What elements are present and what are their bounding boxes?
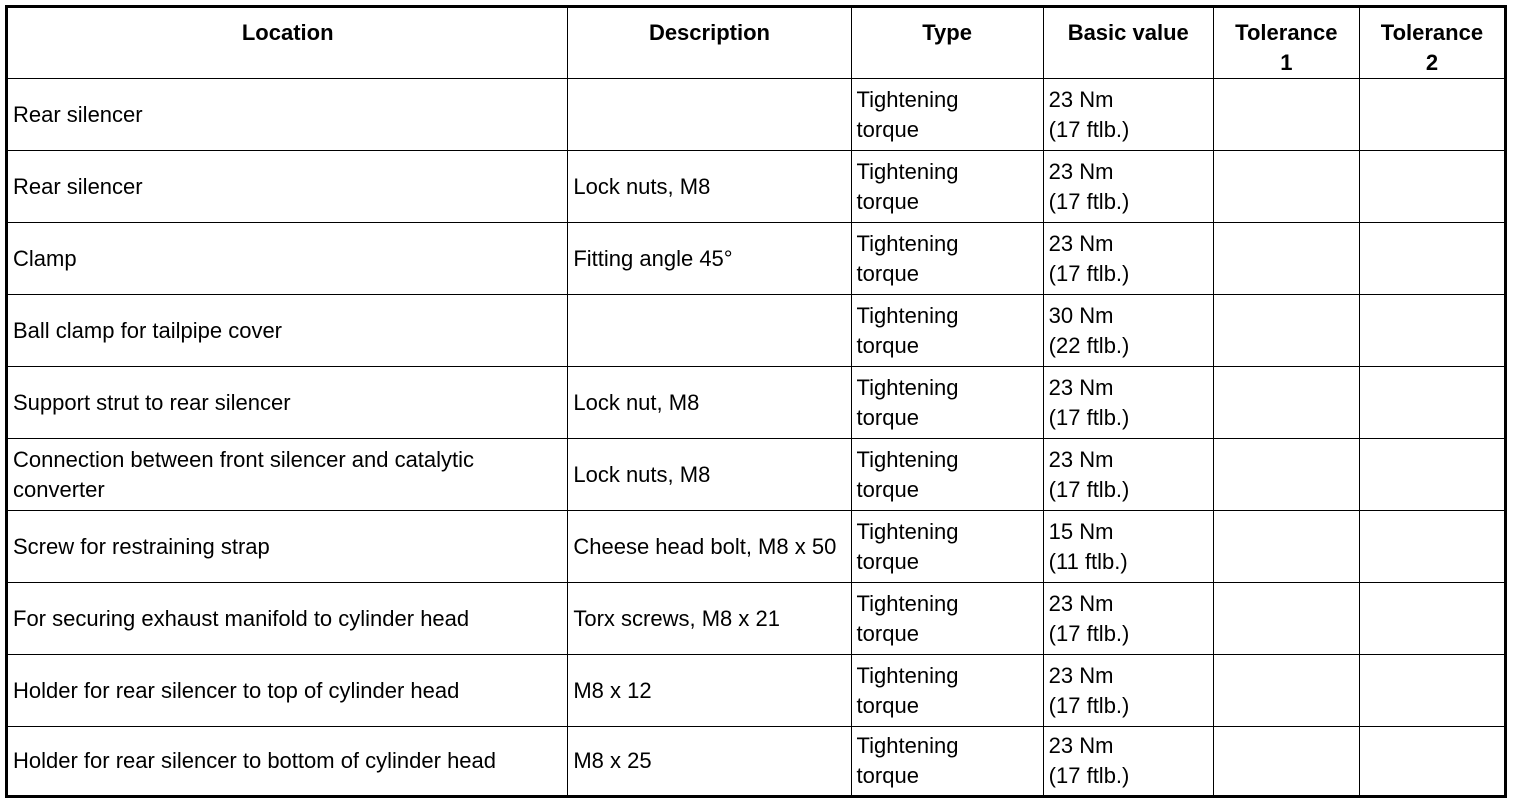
header-tolerance-2-line1: Tolerance xyxy=(1380,20,1484,45)
header-tolerance-2 xyxy=(1359,7,1505,79)
cell-basic-value xyxy=(1043,151,1213,223)
cell-location: Holder for rear silencer to top of cylinder head xyxy=(7,655,568,727)
cell-description: Torx screws, M8 x 21 xyxy=(568,583,851,655)
cell-tolerance-1 xyxy=(1213,295,1359,367)
type-line2: torque xyxy=(856,763,919,788)
value-line2: (22 ftlb.) xyxy=(1048,332,1130,358)
cell-tolerance-2 xyxy=(1359,583,1505,655)
cell-type xyxy=(851,583,1043,655)
cell-description: Lock nut, M8 xyxy=(568,367,851,439)
cell-tolerance-1 xyxy=(1213,367,1359,439)
header-basic-value: Basic value xyxy=(1043,7,1213,79)
header-type: Type xyxy=(851,7,1043,79)
table-row xyxy=(7,655,1506,727)
type-line2: torque xyxy=(856,116,919,142)
cell-type xyxy=(851,295,1043,367)
type-line2: torque xyxy=(856,476,919,502)
header-tolerance-1-line1: Tolerance xyxy=(1235,20,1338,45)
cell-basic-value xyxy=(1043,295,1213,367)
cell-tolerance-1 xyxy=(1213,511,1359,583)
cell-location: Ball clamp for tailpipe cover xyxy=(7,295,568,367)
type-line1: Tightening xyxy=(856,590,959,616)
value-line2: (17 ftlb.) xyxy=(1048,260,1130,286)
table-row xyxy=(7,367,1506,439)
cell-tolerance-2 xyxy=(1359,511,1505,583)
table-row xyxy=(7,79,1506,151)
header-location: Location xyxy=(7,7,568,79)
type-line2: torque xyxy=(856,188,919,214)
type-line2: torque xyxy=(856,548,919,574)
type-line1: Tightening xyxy=(856,302,959,328)
table-header xyxy=(7,7,1506,79)
cell-basic-value xyxy=(1043,511,1213,583)
cell-basic-value xyxy=(1043,655,1213,727)
value-line1: 23 Nm xyxy=(1048,733,1114,758)
cell-basic-value xyxy=(1043,79,1213,151)
header-description: Description xyxy=(568,7,851,79)
cell-basic-value xyxy=(1043,223,1213,295)
cell-tolerance-1 xyxy=(1213,439,1359,511)
cell-tolerance-2 xyxy=(1359,655,1505,727)
type-line1: Tightening xyxy=(856,86,959,112)
cell-tolerance-2 xyxy=(1359,439,1505,511)
cell-location: Clamp xyxy=(7,223,568,295)
value-line2: (17 ftlb.) xyxy=(1048,116,1130,142)
cell-type xyxy=(851,727,1043,797)
header-row xyxy=(7,7,1506,79)
cell-basic-value xyxy=(1043,727,1213,797)
cell-tolerance-2 xyxy=(1359,79,1505,151)
cell-type xyxy=(851,439,1043,511)
header-tolerance-1 xyxy=(1213,7,1359,79)
cell-basic-value xyxy=(1043,439,1213,511)
type-line1: Tightening xyxy=(856,518,959,544)
cell-description xyxy=(568,79,851,151)
cell-tolerance-2 xyxy=(1359,151,1505,223)
cell-description: Cheese head bolt, M8 x 50 xyxy=(568,511,851,583)
cell-location: Screw for restraining strap xyxy=(7,511,568,583)
value-line1: 23 Nm xyxy=(1048,374,1114,400)
value-line1: 30 Nm xyxy=(1048,302,1114,328)
table-row xyxy=(7,151,1506,223)
type-line2: torque xyxy=(856,332,919,358)
cell-basic-value xyxy=(1043,367,1213,439)
cell-description: M8 x 25 xyxy=(568,727,851,797)
cell-tolerance-2 xyxy=(1359,295,1505,367)
table-row xyxy=(7,223,1506,295)
cell-type xyxy=(851,79,1043,151)
cell-tolerance-2 xyxy=(1359,727,1505,797)
type-line1: Tightening xyxy=(856,662,959,688)
cell-tolerance-1 xyxy=(1213,151,1359,223)
cell-tolerance-1 xyxy=(1213,223,1359,295)
cell-description: Fitting angle 45° xyxy=(568,223,851,295)
cell-type xyxy=(851,511,1043,583)
table-row xyxy=(7,439,1506,511)
value-line2: (17 ftlb.) xyxy=(1048,692,1130,718)
type-line2: torque xyxy=(856,692,919,718)
cell-tolerance-1 xyxy=(1213,655,1359,727)
value-line2: (11 ftlb.) xyxy=(1048,548,1128,574)
cell-location: For securing exhaust manifold to cylinder head xyxy=(7,583,568,655)
type-line1: Tightening xyxy=(856,158,959,184)
value-line2: (17 ftlb.) xyxy=(1048,620,1130,646)
cell-location: Connection between front silencer and catalytic converter xyxy=(7,439,568,511)
cell-description: Lock nuts, M8 xyxy=(568,151,851,223)
cell-location: Holder for rear silencer to bottom of cylinder head xyxy=(7,727,568,797)
value-line2: (17 ftlb.) xyxy=(1048,763,1130,788)
cell-location: Rear silencer xyxy=(7,79,568,151)
value-line2: (17 ftlb.) xyxy=(1048,188,1130,214)
value-line1: 23 Nm xyxy=(1048,446,1114,472)
value-line1: 23 Nm xyxy=(1048,86,1114,112)
type-line2: torque xyxy=(856,620,919,646)
value-line1: 23 Nm xyxy=(1048,158,1114,184)
type-line1: Tightening xyxy=(856,446,959,472)
cell-type xyxy=(851,655,1043,727)
type-line1: Tightening xyxy=(856,230,959,256)
cell-type xyxy=(851,367,1043,439)
value-line2: (17 ftlb.) xyxy=(1048,404,1130,430)
value-line2: (17 ftlb.) xyxy=(1048,476,1130,502)
cell-location: Support strut to rear silencer xyxy=(7,367,568,439)
cell-basic-value xyxy=(1043,583,1213,655)
value-line1: 23 Nm xyxy=(1048,662,1114,688)
cell-type xyxy=(851,223,1043,295)
cell-location: Rear silencer xyxy=(7,151,568,223)
table-row xyxy=(7,727,1506,797)
type-line2: torque xyxy=(856,404,919,430)
cell-tolerance-1 xyxy=(1213,583,1359,655)
type-line2: torque xyxy=(856,260,919,286)
cell-description xyxy=(568,295,851,367)
cell-tolerance-1 xyxy=(1213,79,1359,151)
cell-tolerance-2 xyxy=(1359,367,1505,439)
cell-type xyxy=(851,151,1043,223)
header-tolerance-1-line2: 1 xyxy=(1280,50,1293,75)
table-row xyxy=(7,583,1506,655)
value-line1: 15 Nm xyxy=(1048,518,1114,544)
table-body xyxy=(7,79,1506,797)
value-line1: 23 Nm xyxy=(1048,590,1114,616)
cell-tolerance-1 xyxy=(1213,727,1359,797)
torque-spec-table xyxy=(5,5,1507,798)
cell-description: Lock nuts, M8 xyxy=(568,439,851,511)
value-line1: 23 Nm xyxy=(1048,230,1114,256)
table-row xyxy=(7,295,1506,367)
cell-tolerance-2 xyxy=(1359,223,1505,295)
header-tolerance-2-line2: 2 xyxy=(1425,50,1439,75)
type-line1: Tightening xyxy=(856,374,959,400)
type-line1: Tightening xyxy=(856,733,959,758)
cell-description: M8 x 12 xyxy=(568,655,851,727)
table-row xyxy=(7,511,1506,583)
